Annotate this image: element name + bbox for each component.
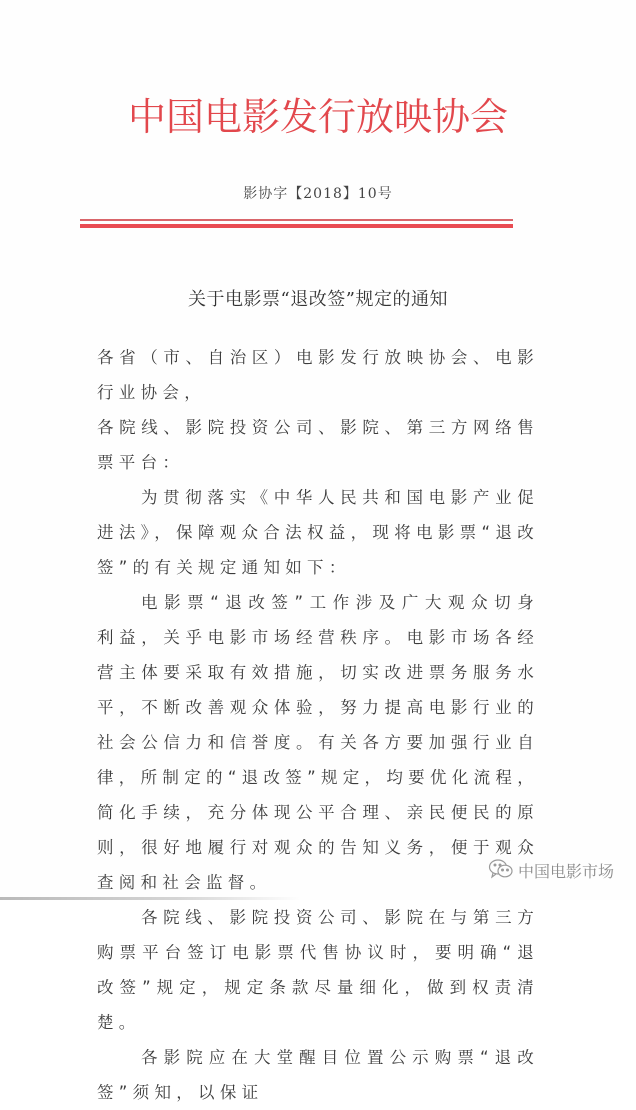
body-paragraph: 各院线、影院投资公司、影院在与第三方购票平台签订电影票代售协议时，要明确“退改签”规定，规定条款尽量细化，做到权责清楚。 xyxy=(97,908,539,1032)
organization-header: 中国电影发行放映协会 xyxy=(127,95,508,139)
recipient-line: 各省（市、自治区）电影发行放映协会、电影行业协会， xyxy=(97,348,539,402)
header-divider-thick xyxy=(80,224,513,228)
body-paragraph: 各影院应在大堂醒目位置公示购票“退改签”须知，以保证 xyxy=(97,1048,539,1102)
header-divider-thin xyxy=(80,219,513,221)
wechat-icon xyxy=(488,858,514,886)
document-body xyxy=(97,340,539,1110)
body-paragraph: 为贯彻落实《中华人民共和国电影产业促进法》，保障观众合法权益，现将电影票“退改签”的有关规定通知如下： xyxy=(97,488,539,577)
body-paragraph: 电影票“退改签”工作涉及广大观众切身利益，关乎电影市场经营秩序。电影市场各经营主体要采取有效措施，切实改进票务服务水平，不断改善观众体验，努力提高电影行业的社会公信力和信誉度。有关各方要加强行业自律，所制定的“退改签”规定，均要优化流程，简化手续，充分体现公平合理、亲民便民的原则，很好地履行对观众的告知义务，便于观众查阅和社会监督。 xyxy=(97,593,539,892)
recipient-line: 各院线、影院投资公司、影院、第三方网络售票平台： xyxy=(97,418,539,472)
wechat-watermark xyxy=(488,858,614,886)
notice-title: 关于电影票“退改签”规定的通知 xyxy=(188,289,448,310)
watermark-label: 中国电影市场 xyxy=(518,862,615,881)
document-number: 影协字【2018】10号 xyxy=(243,186,393,202)
